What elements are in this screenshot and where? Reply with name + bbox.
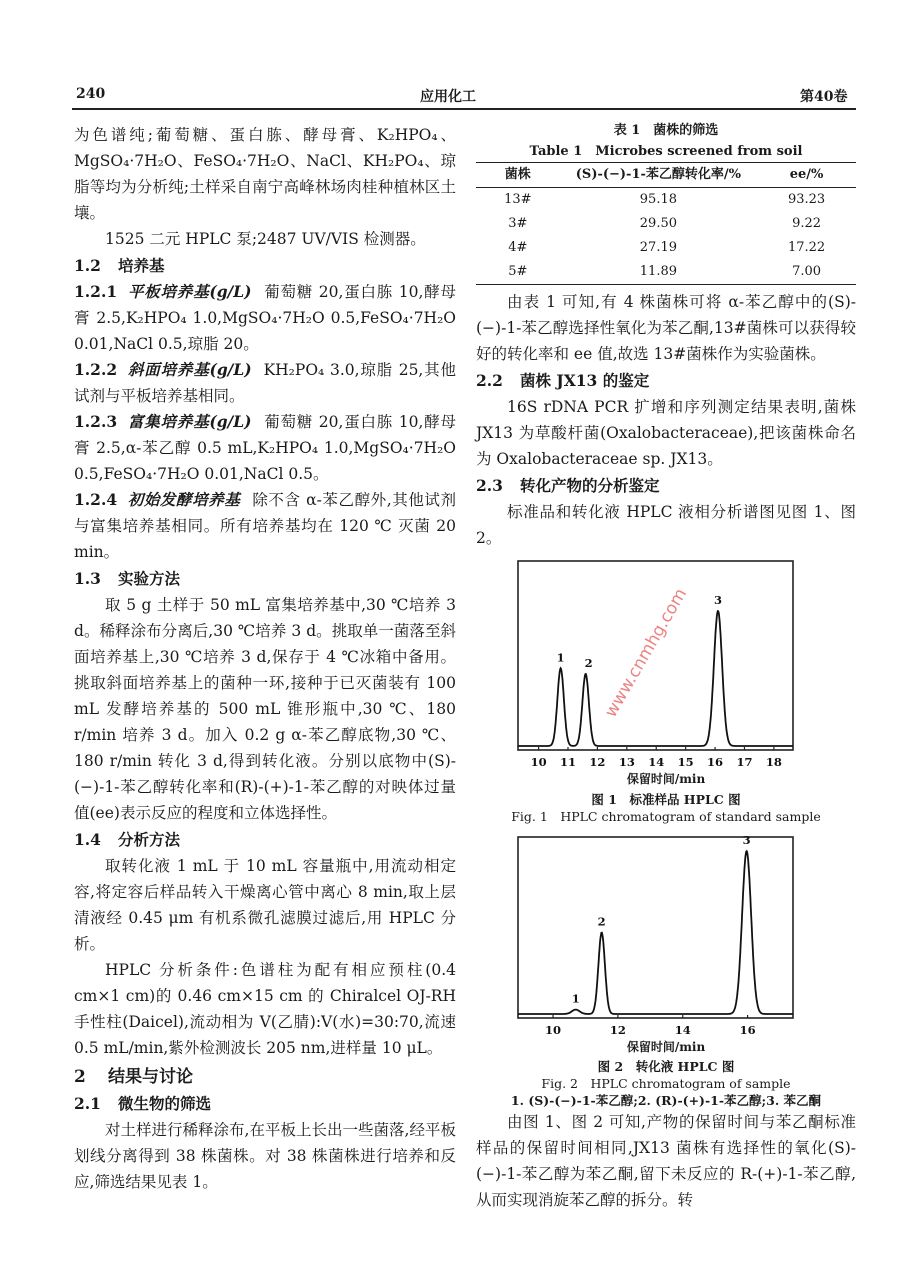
x-tick-label: 15 bbox=[677, 755, 694, 769]
x-tick-label: 18 bbox=[765, 755, 782, 769]
x-tick-label: 13 bbox=[618, 755, 635, 769]
x-tick-label: 14 bbox=[648, 755, 665, 769]
x-tick-label: 10 bbox=[530, 755, 547, 769]
table-cell: 9.22 bbox=[792, 216, 822, 231]
peak-label: 2 bbox=[597, 914, 606, 929]
table-cell: 3# bbox=[508, 216, 528, 231]
paragraph: 取转化液 1 mL 于 10 mL 容量瓶中,用流动相定容,将定容后样品转入干燥离心管中离心 8 min,取上层清液经 0.45 μm 有机系微孔滤膜过滤后,用 HPLC 分析。 bbox=[74, 857, 456, 953]
table-cell: 7.00 bbox=[757, 260, 856, 285]
paragraph: 由表 1 可知,有 4 株菌株可将 α-苯乙醇中的(S)-(−)-1-苯乙醇选择性氧化为苯乙酮,13#菌株可以获得较好的转化率和 ee 值,故选 13#菌株作为实验菌株。 bbox=[476, 293, 856, 363]
section-heading: 2.2 菌株 JX13 的鉴定 bbox=[476, 371, 650, 390]
subsection-1-2-1: 1.2.1 平板培养基(g/L) 葡萄糖 20,蛋白胨 10,酵母膏 2.5,K₂HPO₄ 1.0,MgSO₄·7H₂O 0.5,FeSO₄·7H₂O 0.01,NaCl 0.5,琼脂 20。 bbox=[74, 282, 456, 353]
x-tick-label: 14 bbox=[674, 1023, 691, 1037]
peak-label: 2 bbox=[584, 655, 593, 670]
table-header: (S)-(−)-1-苯乙醇转化率/% bbox=[560, 163, 758, 188]
peak-label: 3 bbox=[713, 592, 723, 607]
paragraph: HPLC 分析条件:色谱柱为配有相应预柱(0.4 cm×1 cm)的 0.46 cm×15 cm 的 Chiralcel OJ-RH 手性柱(Daicel),流动相为 V(乙腈):V(水)=30:70,流速 0.5 mL/min,紫外检测波长 205 nm,进样量 10 μL。 bbox=[74, 961, 456, 1057]
section-heading: 1.2 培养基 bbox=[74, 256, 165, 275]
caption-cn: 图 1 标准样品 HPLC 图 bbox=[591, 792, 741, 807]
x-tick-label: 16 bbox=[707, 755, 724, 769]
caption-en: Fig. 2 HPLC chromatogram of sample bbox=[541, 1076, 791, 1091]
table-title-en: Table 1 Microbes screened from soil bbox=[529, 144, 803, 159]
figure-1-chromatogram bbox=[505, 553, 805, 771]
subsection-1-2-2: 1.2.2 斜面培养基(g/L) KH₂PO₄ 3.0,琼脂 25,其他试剂与平板培养基相同。 bbox=[74, 360, 456, 405]
x-tick-label: 17 bbox=[736, 755, 753, 769]
section-heading: 1.3 实验方法 bbox=[74, 569, 181, 588]
journal-name: 应用化工 bbox=[420, 89, 476, 105]
table-cell: 93.23 bbox=[787, 192, 826, 207]
x-tick-label: 16 bbox=[739, 1023, 756, 1037]
page-number: 240 bbox=[76, 86, 106, 102]
paragraph: 对土样进行稀释涂布,在平板上长出一些菌落,经平板划线分离得到 38 株菌株。对 38 株菌株进行培养和反应,筛选结果见表 1。 bbox=[74, 1121, 456, 1191]
section-heading: 2.3 转化产物的分析鉴定 bbox=[476, 476, 660, 495]
strain-table bbox=[476, 162, 856, 285]
header-rule bbox=[72, 108, 856, 110]
peak-legend: 1. (S)-(−)-1-苯乙醇;2. (R)-(+)-1-苯乙醇;3. 苯乙酮 bbox=[510, 1093, 822, 1108]
chromatogram-trace bbox=[518, 851, 793, 1014]
section-heading: 1.4 分析方法 bbox=[74, 830, 181, 849]
x-axis-label: 保留时间/min bbox=[626, 772, 706, 786]
x-tick-label: 12 bbox=[589, 755, 606, 769]
x-tick-label: 11 bbox=[559, 755, 577, 769]
figure-2-caption bbox=[476, 1039, 856, 1109]
table-cell: 29.50 bbox=[639, 216, 677, 231]
table-title-cn: 表 1 菌株的筛选 bbox=[613, 123, 719, 138]
table-row bbox=[476, 260, 856, 285]
volume: 第40卷 bbox=[800, 89, 848, 105]
figure-1-caption bbox=[476, 771, 856, 825]
paragraph: 取 5 g 土样于 50 mL 富集培养基中,30 ℃培养 3 d。稀释涂布分离后,30 ℃培养 3 d。挑取单一菌落至斜面培养基上,30 ℃培养 3 d,保存于 4 ℃冰箱中备用。挑取斜面培养基上的菌种一环,接种于已灭菌装有 100 mL 发酵培养基的 500 mL 锥形瓶中,30 ℃、180 r/min 培养 3 d。加入 0.2 g α-苯乙醇底物,30 ℃、180 r/min 转化 3 d,得到转化液。分别以底物中(S)-(−)-1-苯乙醇转化率和(R)-(+)-1-苯乙醇的对映体过量值(ee)表示反应的程度和立体选择性。 bbox=[74, 596, 456, 822]
table-cell: 11.89 bbox=[560, 260, 758, 285]
paragraph: 1525 二元 HPLC 泵;2487 UV/VIS 检测器。 bbox=[105, 230, 426, 248]
peak-label: 1 bbox=[571, 991, 580, 1006]
paragraph: 由图 1、图 2 可知,产物的保留时间与苯乙酮标准样品的保留时间相同,JX13 菌株有选择性的氧化(S)-(−)-1-苯乙醇为苯乙酮,留下未反应的 R-(+)-1-苯乙醇,从而实现消旋苯乙醇的拆分。转 bbox=[476, 1113, 856, 1209]
section-heading: 2.1 微生物的筛选 bbox=[74, 1094, 212, 1113]
table-1 bbox=[476, 120, 856, 285]
paragraph: 16S rDNA PCR 扩增和序列测定结果表明,菌株 JX13 为草酸杆菌(Oxalobacteraceae),把该菌株命名为 Oxalobacteraceae sp. JX13。 bbox=[476, 398, 856, 468]
table-cell: 5# bbox=[476, 260, 560, 285]
peak-label: 3 bbox=[742, 833, 751, 848]
paragraph: 为色谱纯;葡萄糖、蛋白胨、酵母膏、K₂HPO₄、MgSO₄·7H₂O、FeSO₄·7H₂O、NaCl、KH₂PO₄、琼脂等均为分析纯;土样采自南宁高峰林场肉桂种植林区土壤。 bbox=[74, 126, 456, 222]
table-row bbox=[476, 212, 856, 236]
table-cell: 27.19 bbox=[639, 240, 677, 255]
paragraph: 标准品和转化液 HPLC 液相分析谱图见图 1、图 2。 bbox=[476, 503, 856, 547]
subsection-1-2-3: 1.2.3 富集培养基(g/L) 葡萄糖 20,蛋白胨 10,酵母膏 2.5,α-苯乙醇 0.5 mL,K₂HPO₄ 1.0,MgSO₄·7H₂O 0.5,FeSO₄·7H₂O 0.01,NaCl 0.5。 bbox=[74, 412, 456, 483]
subsection-1-2-4: 1.2.4 初始发酵培养基 除不含 α-苯乙醇外,其他试剂与富集培养基相同。所有培养基均在 120 ℃ 灭菌 20 min。 bbox=[74, 490, 456, 561]
caption-en: Fig. 1 HPLC chromatogram of standard sample bbox=[511, 809, 821, 824]
table-row bbox=[476, 236, 856, 260]
x-tick-label: 10 bbox=[545, 1023, 562, 1037]
watermark: www.cnmhg.com bbox=[600, 584, 692, 722]
x-axis-label: 保留时间/min bbox=[626, 1040, 706, 1054]
right-column bbox=[476, 120, 856, 1213]
peak-label: 1 bbox=[556, 650, 565, 665]
x-tick-label: 12 bbox=[609, 1023, 626, 1037]
table-row bbox=[476, 188, 856, 213]
left-column bbox=[74, 122, 456, 1195]
table-cell: 95.18 bbox=[639, 192, 677, 207]
figure-2-chromatogram bbox=[505, 831, 805, 1039]
caption-cn: 图 2 转化液 HPLC 图 bbox=[597, 1059, 735, 1074]
table-cell: 13# bbox=[504, 192, 532, 207]
table-header: ee/% bbox=[757, 163, 856, 188]
table-cell: 4# bbox=[508, 240, 528, 255]
chapter-heading: 2 结果与讨论 bbox=[74, 1067, 193, 1087]
table-header: 菌株 bbox=[476, 163, 560, 188]
table-cell: 17.22 bbox=[787, 240, 826, 255]
